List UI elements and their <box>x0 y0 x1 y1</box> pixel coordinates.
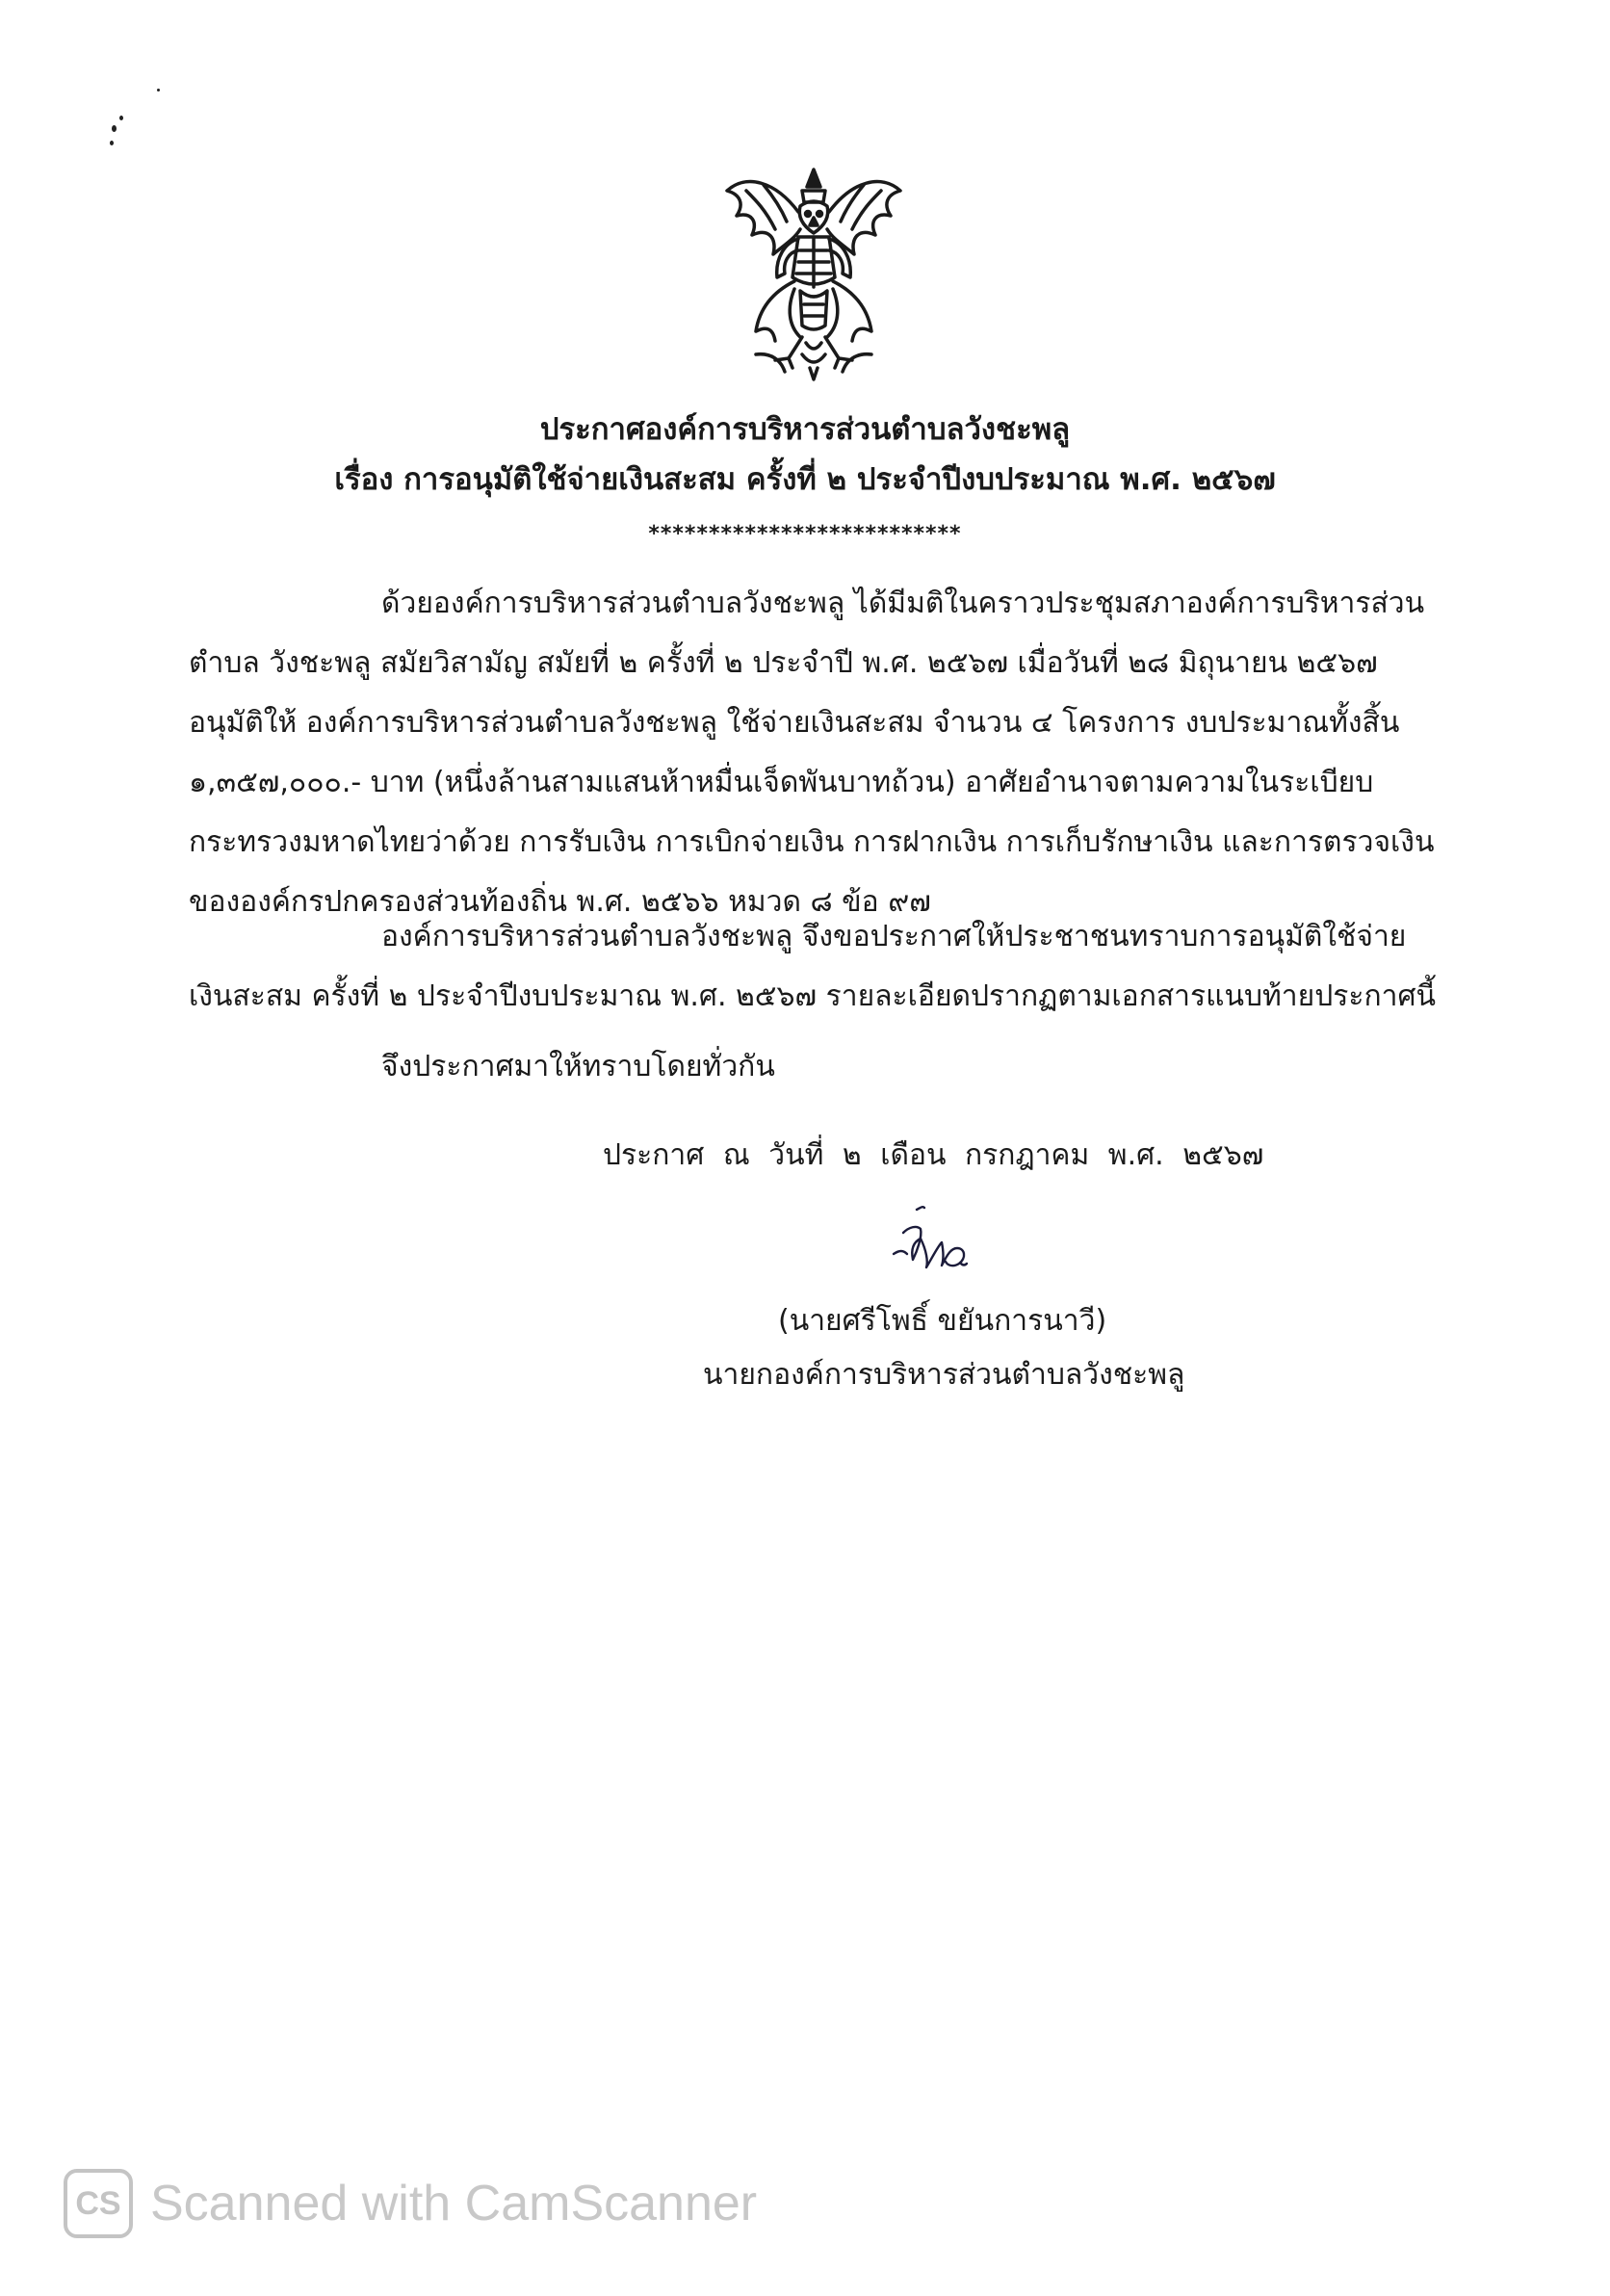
announcement-date: ประกาศ ณ วันที่ ๒ เดือน กรกฎาคม พ.ศ. ๒๕๖๗ <box>603 1138 1264 1172</box>
camscanner-watermark <box>64 2169 757 2238</box>
closing-statement: จึงประกาศมาให้ทราบโดยทั่วกัน <box>381 1050 775 1083</box>
scan-speck <box>110 141 114 145</box>
body-paragraph-1-text: ด้วยองค์การบริหารส่วนตำบลวังชะพลู ได้มีมติในคราวประชุมสภาองค์การบริหารส่วนตำบล วังชะพลู สมัยวิสามัญ สมัยที่ ๒ ครั้งที่ ๒ ประจำปี พ.ศ. ๒๕๖๗ เมื่อวันที่ ๒๘ มิถุนายน ๒๕๖๗ อนุมัติให้ องค์การบริหารส่วนตำบลวังชะพลู ใช้จ่ายเงินสะสม จำนวน ๔ โครงการ งบประมาณทั้งสิ้น ๑,๓๕๗,๐๐๐.- บาท (หนึ่งล้านสามแสนห้าหมื่นเจ็ดพันบาทถ้วน) อาศัยอำนาจตามความในระเบียบกระทรวงมหาดไทยว่าด้วย การรับเงิน การเบิกจ่ายเงิน การฝากเงิน การเก็บรักษาเงิน และการตรวจเงิน ขององค์กรปกครองส่วนท้องถิ่น พ.ศ. ๒๕๖๖ หมวด ๘ ข้อ ๙๗ <box>189 587 1435 919</box>
watermark-text: Scanned with CamScanner <box>150 2176 758 2231</box>
signatory-position: นายกองค์การบริหารส่วนตำบลวังชะพลู <box>703 1358 1185 1392</box>
announcement-subject: เรื่อง การอนุมัติใช้จ่ายเงินสะสม ครั้งที่ ๒ ประจำปีงบประมาณ พ.ศ. ๒๕๖๗ <box>334 462 1276 497</box>
garuda-emblem-icon <box>717 162 910 385</box>
signatory-name: (นายศรีโพธิ์ ขยันการนาวี) <box>778 1304 1107 1338</box>
body-paragraph-2-text: องค์การบริหารส่วนตำบลวังชะพลู จึงขอประกาศให้ประชาชนทราบการอนุมัติใช้จ่ายเงินสะสม ครั้งที่ ๒ ประจำปีงบประมาณ พ.ศ. ๒๕๖๗ รายละเอียดปรากฏตามเอกสารแนบท้ายประกาศนี้ <box>189 920 1437 1013</box>
scan-speck <box>119 116 123 120</box>
scan-speck <box>112 125 117 132</box>
body-paragraph-1 <box>189 574 1448 932</box>
scan-speck <box>157 89 160 91</box>
body-paragraph-2 <box>189 907 1448 1027</box>
camscanner-logo-icon: CS <box>64 2169 133 2238</box>
handwritten-signature <box>884 1204 990 1281</box>
announcement-title: ประกาศองค์การบริหารส่วนตำบลวังชะพลู <box>539 412 1071 447</box>
separator-line: ************************** <box>648 522 962 546</box>
